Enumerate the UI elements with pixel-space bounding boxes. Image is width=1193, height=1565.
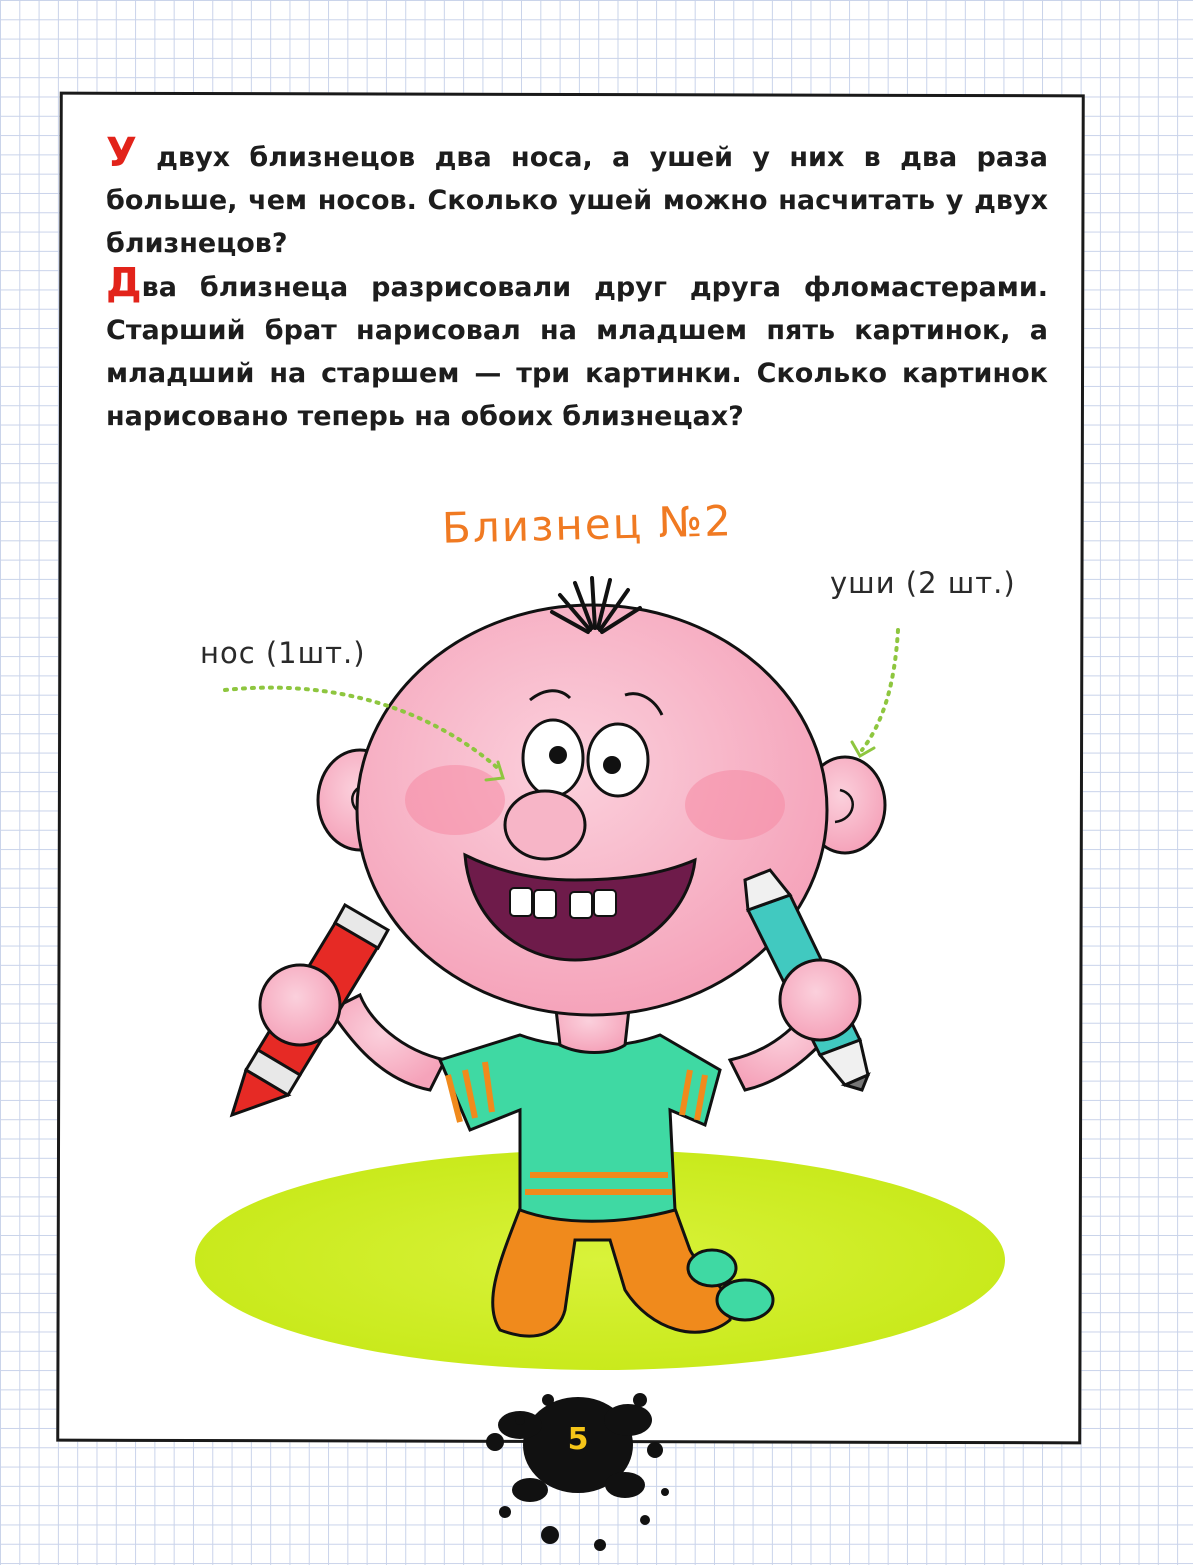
right-foot <box>688 1250 736 1286</box>
drop-cap: Д <box>106 260 142 306</box>
paragraph-text: двух близнецов два носа, а ушей у них в два раза больше, чем носов. Сколько ушей можно насчитать у двух близнецов? <box>106 142 1048 259</box>
page-number: 5 <box>567 1422 589 1457</box>
drop-cap: У <box>106 130 137 176</box>
left-foot <box>717 1280 773 1320</box>
paragraph-text: ва близнеца разрисовали друг друга фломастерами. Старший брат нарисовал на младшем пять картинок, а младший на старшем — три картинки. Сколько картинок нарисовано теперь на обоих близнецах? <box>106 272 1048 432</box>
ears-arrow <box>862 630 898 750</box>
ears-label: уши (2 шт.) <box>830 566 1016 600</box>
nose <box>505 791 585 859</box>
twin-title-label: Близнец №2 <box>441 496 734 553</box>
nose-label: нос (1шт.) <box>200 636 366 670</box>
ink-splat <box>486 1393 669 1551</box>
